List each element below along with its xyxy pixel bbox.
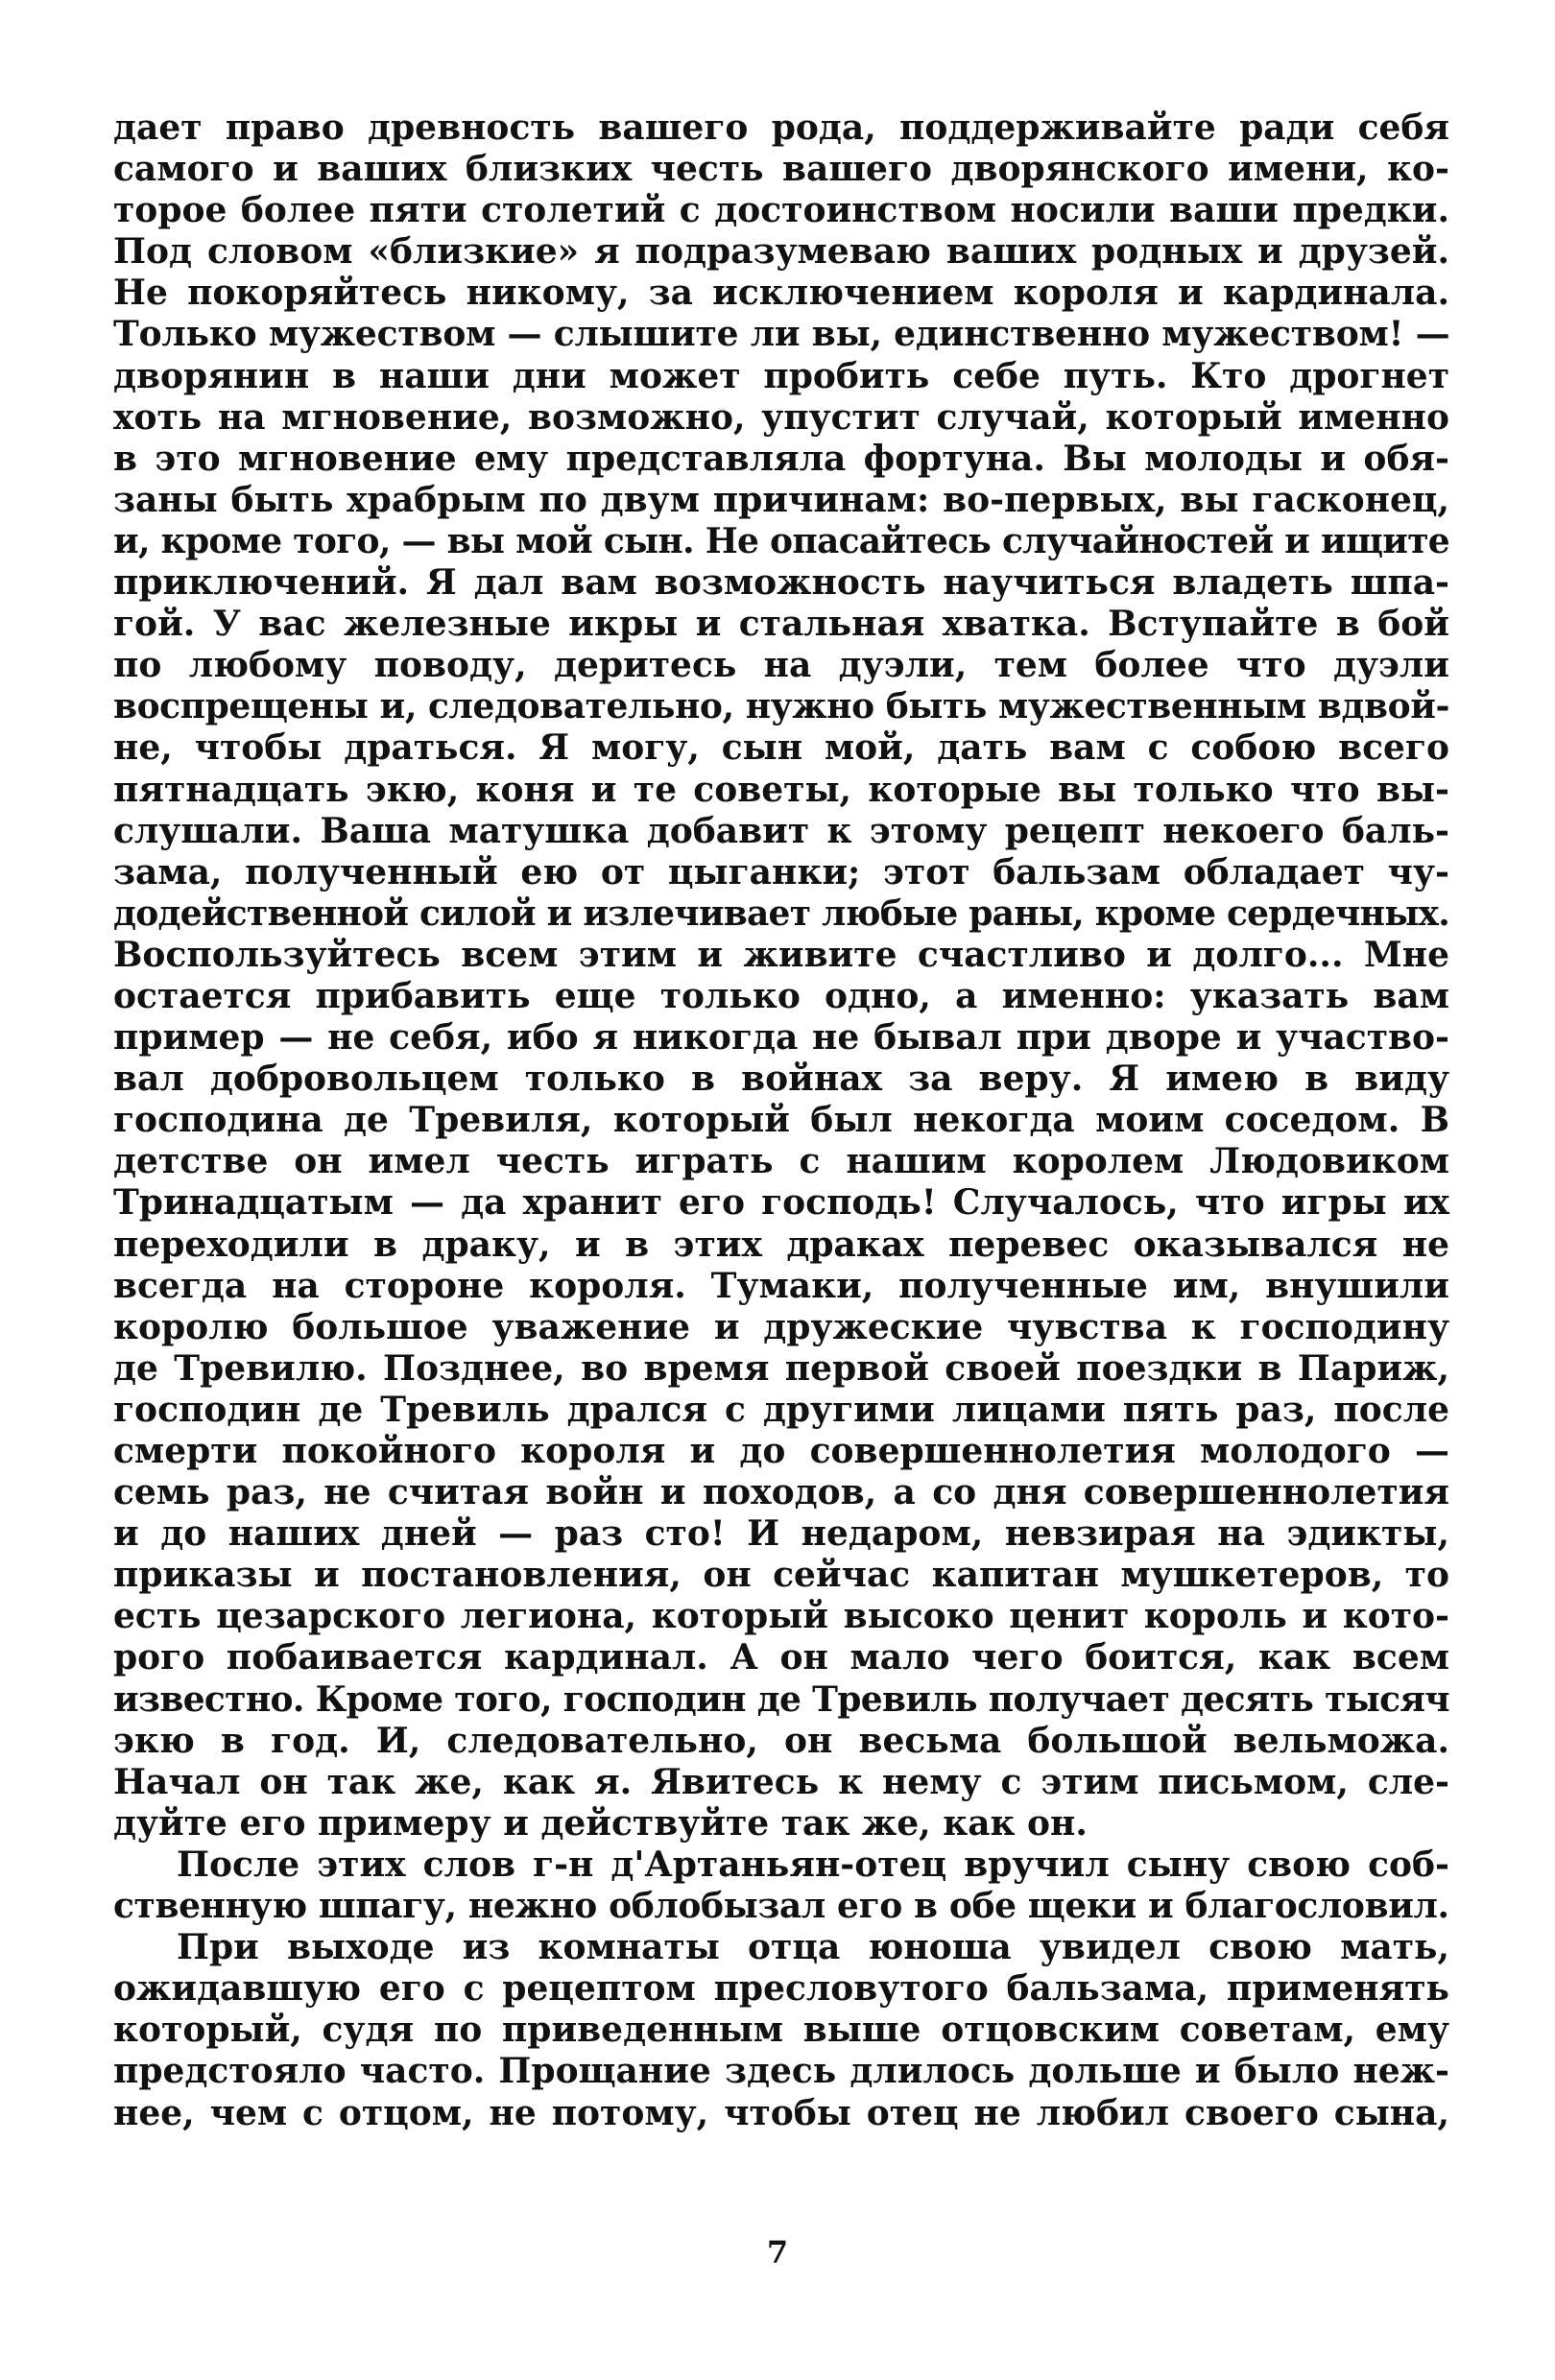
text-line: остается прибавить еще только одно, а именно: указать вам	[113, 975, 1449, 1016]
page-number: 7	[766, 2234, 789, 2271]
text-line: де Тревилю. Позднее, во время первой своей поездки в Париж,	[113, 1347, 1449, 1389]
text-line: королю большое уважение и дружеские чувства к господину	[113, 1306, 1449, 1347]
text-line: и до наших дней — раз сто! И недаром, невзирая на эдикты,	[113, 1513, 1449, 1555]
text-line: переходили в драку, и в этих драках перевес оказывался не	[113, 1224, 1449, 1265]
text-line: торое более пяти столетий с достоинством носили ваши предки.	[113, 190, 1449, 231]
paragraph	[113, 1844, 1449, 1927]
text-line: Воспользуйтесь всем этим и живите счастливо и долго... Мне	[113, 934, 1449, 975]
text-line: зама, полученный ею от цыганки; этот бальзам обладает чу-	[113, 851, 1449, 892]
text-line: Тринадцатым — да хранит его господь! Случалось, что игры их	[113, 1182, 1449, 1224]
text-line: господин де Тревиль дрался с другими лицами пять раз, после	[113, 1389, 1449, 1430]
text-line: Не покоряйтесь никому, за исключением короля и кардинала.	[113, 273, 1449, 314]
text-line: Под словом «близкие» я подразумеваю ваших родных и друзей.	[113, 231, 1449, 273]
text-line: который, судя по приведенным выше отцовским советам, ему	[113, 2010, 1449, 2051]
text-line: господина де Тревиля, который был некогда моим соседом. В	[113, 1100, 1449, 1141]
text-line: семь раз, не считая войн и походов, а со дня совершеннолетия	[113, 1472, 1449, 1513]
text-line: детстве он имел честь играть с нашим королем Людовиком	[113, 1141, 1449, 1182]
text-line: по любому поводу, деритесь на дуэли, тем более что дуэли	[113, 645, 1449, 686]
text-line: не, чтобы драться. Я могу, сын мой, дать вам с собою всего	[113, 727, 1449, 769]
text-line: слушали. Ваша матушка добавит к этому рецепт некоего баль-	[113, 810, 1449, 851]
text-line: экю в год. И, следовательно, он весьма большой вельможа.	[113, 1720, 1449, 1761]
text-line: хоть на мгновение, возможно, упустит случай, который именно	[113, 396, 1449, 438]
text-line: воспрещены и, следовательно, нужно быть мужественным вдвой-	[113, 686, 1449, 727]
text-line: пятнадцать экю, коня и те советы, которые вы только что вы-	[113, 769, 1449, 810]
page-text	[113, 107, 1449, 2134]
text-line: гой. У вас железные икры и стальная хватка. Вступайте в бой	[113, 604, 1449, 645]
text-line: пример — не себя, ибо я никогда не бывал при дворе и участво-	[113, 1017, 1449, 1059]
text-line: предстояло часто. Прощание здесь длилось дольше и было неж-	[113, 2051, 1449, 2092]
text-line: всегда на стороне короля. Тумаки, полученные им, внушили	[113, 1265, 1449, 1306]
text-line: Только мужеством — слышите ли вы, единственно мужеством! —	[113, 314, 1450, 355]
text-line: смерти покойного короля и до совершеннолетия молодого —	[113, 1431, 1449, 1471]
text-line: в это мгновение ему представляла фортуна. Вы молоды и обя-	[113, 438, 1449, 479]
text-line: рого побаивается кардинал. А он мало чего боится, как всем	[113, 1637, 1449, 1678]
text-line: Начал он так же, как я. Явитесь к нему с этим письмом, сле-	[113, 1761, 1449, 1802]
text-line: дворянин в наши дни может пробить себе путь. Кто дрогнет	[113, 355, 1449, 396]
text-line: самого и ваших близких честь вашего дворянского имени, ко-	[113, 149, 1449, 190]
text-line: нее, чем с отцом, не потому, чтобы отец не любил своего сына,	[113, 2092, 1449, 2133]
text-line: додейственной силой и излечивает любые раны, кроме сердечных.	[113, 892, 1449, 934]
text-line: приключений. Я дал вам возможность научиться владеть шпа-	[113, 562, 1449, 604]
text-line: дуйте его примеру и действуйте так же, как он.	[113, 1802, 1088, 1844]
text-line: заны быть храбрым по двум причинам: во-первых, вы гасконец,	[113, 479, 1449, 520]
text-line: известно. Кроме того, господин де Тревиль получает десять тысяч	[113, 1678, 1449, 1720]
text-line: вал добровольцем только в войнах за веру. Я имею в виду	[113, 1059, 1449, 1100]
text-line: ственную шпагу, нежно облобызал его в обе щеки и благословил.	[113, 1886, 1449, 1927]
text-line: приказы и постановления, он сейчас капитан мушкетеров, то	[113, 1555, 1449, 1596]
text-line: При выходе из комнаты отца юноша увидел свою мать,	[177, 1927, 1449, 1968]
paragraph	[113, 107, 1449, 1844]
paragraph	[113, 1927, 1449, 2133]
text-line: дает право древность вашего рода, поддерживайте ради себя	[113, 107, 1449, 148]
text-line: После этих слов г-н д'Артаньян-отец вручил сыну свою соб-	[177, 1844, 1449, 1885]
text-line: есть цезарского легиона, который высоко ценит король и кото-	[113, 1596, 1449, 1637]
text-line: и, кроме того, — вы мой сын. Не опасайтесь случайностей и ищите	[113, 520, 1449, 561]
text-line: ожидавшую его с рецептом пресловутого бальзама, применять	[113, 1968, 1449, 2010]
